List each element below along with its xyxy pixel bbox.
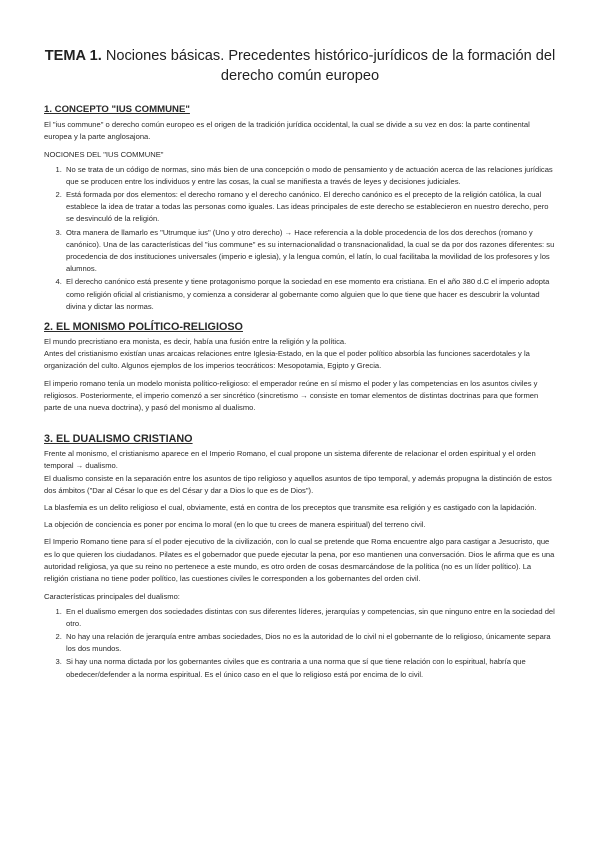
list-item: 1. En el dualismo emergen dos sociedades distintas con sus diferentes líderes, jerarquías y competencias, sin que ninguno entre en la sociedad del otro. — [64, 606, 556, 630]
list-item: 3. Otra manera de llamarlo es "Utrumque ius" (Uno y otro derecho) → Hace referencia a la doble procedencia de los dos derechos (romano y canónico). Una de las características del "ius commune" es su internacionalidad o transnacionalidad, la cual se da por dos razones diferentes: su procedencia de dos instituciones universales (imperio e iglesia), y la lengua común, el latín, lo cual facilitaba la movilidad de los profesores y los alumnos. — [64, 227, 556, 276]
section-3-paragraph-5: El Imperio Romano tiene para sí el poder ejecutivo de la civilización, con lo cual se pretende que Roma encuentre algo para castigar a Jesucristo, que es lo que quieren los ciudadanos. Pilates es el gobernador que puede ejecutar la pena, por eso mantienen una conversación. Dios le afirma que es una autoridad religiosa, ya que su reino no pertenece a este mundo, es otro orden de cosas desmarcándose de la política (no es un líder político). La religión cristiana no tiene poder político, las cuestiones civiles le corresponden a los gobernantes del orden civil. — [44, 537, 555, 584]
section-1-heading: 1. CONCEPTO "IUS COMMUNE" — [44, 104, 190, 115]
section-2-paragraph-3: El imperio romano tenía un modelo monista político-religioso: el emperador reúne en sí mismo el poder y las competencias en los asuntos civiles y religiosos. Posteriormente, el imperio comenzó a ser sincrético (sincretismo → consiste en tomar elementos de distintas doctrinas para que formen parte de una nueva doctrina), y pasó del monismo al dualismo. — [44, 378, 539, 413]
section-1-subheading: NOCIONES DEL "IUS COMMUNE" — [44, 150, 164, 160]
section-3-paragraph-4: La objeción de conciencia es poner por encima lo moral (en lo que tu crees de manera espiritual) del terreno civil. — [44, 520, 426, 530]
list-item: 2. Está formada por dos elementos: el derecho romano y el derecho canónico. El derecho canónico es el precepto de la religión católica, la cual establece la idea de tratar a todas las personas como iguales. Las ideas principales de este derecho se establecieron en nuestro derecho, pero se desvinculó de la religión. — [64, 189, 556, 226]
document-title — [44, 46, 556, 86]
title-text: Nociones básicas. Precedentes histórico-jurídicos de la formación del derecho común europeo — [101, 48, 556, 84]
section-3-paragraph-3: La blasfemia es un delito religioso el cual, obviamente, está en contra de los preceptos que transmite esa religión y es castigado con la lapidación. — [44, 503, 537, 513]
section-3-paragraph-1: Frente al monismo, el cristianismo aparece en el Imperio Romano, el cual propone un sistema diferente de relacionar el orden espiritual y el orden temporal → dualismo. — [44, 449, 536, 471]
section-3-heading: 3. EL DUALISMO CRISTIANO — [44, 433, 193, 446]
list-item: 1. No se trata de un código de normas, sino más bien de una concepción o modo de pensamiento y de actuación acerca de las relaciones jurídicas que se producen entre los individuos y entre las cosas, la cual se manifiesta a través de leyes y decisiones judiciales. — [64, 164, 556, 188]
section-2-paragraph-1: El mundo precristiano era monista, es decir, había una fusión entre la religión y la política. — [44, 337, 347, 347]
section-1-intro: El "ius commune" o derecho común europeo es el origen de la tradición jurídica occidental, la cual se divide a su vez en dos: la parte continental europea y la parte anglosajona. — [44, 120, 530, 142]
list-item: 2. No hay una relación de jerarquía entre ambas sociedades, Dios no es la autoridad de lo civil ni el gobernante de lo religioso, únicamente separa los dos mundos. — [64, 631, 556, 655]
section-3-paragraph-2: El dualismo consiste en la separación entre los asuntos de tipo religioso y aquellos asuntos de tipo temporal, y además propugna la distinción de estos dos ámbitos ("Dar al César lo que es del César y dar a Dios lo que es de Dios"). — [44, 473, 552, 495]
list-item: 4. El derecho canónico está presente y tiene protagonismo porque la sociedad en ese momento era cristiana. En el año 380 d.C el imperio adopta como religión oficial al cristianismo, y comienza a considerar al gobernante como alguien que lo que tiene que hacer es descubrir la voluntad divina y dictar las normas. — [64, 276, 556, 313]
section-2-paragraph-2: Antes del cristianismo existían unas arcaicas relaciones entre Iglesia-Estado, en la que el poder político absorbía las funciones sacerdotales y la organización del culto. Algunos ejemplos de los imperios teocráticos: Mesopotamia, Egipto y Grecia. — [44, 349, 530, 371]
section-3-subheading: Características principales del dualismo: — [44, 592, 180, 602]
section-3-list — [44, 606, 556, 681]
section-2-heading: 2. EL MONISMO POLÍTICO-RELIGIOSO — [44, 321, 243, 334]
list-item: 3. Si hay una norma dictada por los gobernantes civiles que es contraria a una norma que sí que tiene relación con lo espiritual, habría que obedecer/defender a la norma espiritual. Es el único caso en el que lo religioso está por encima de lo civil. — [64, 656, 556, 680]
section-1-list — [44, 164, 556, 313]
title-number: TEMA 1. — [44, 48, 102, 64]
